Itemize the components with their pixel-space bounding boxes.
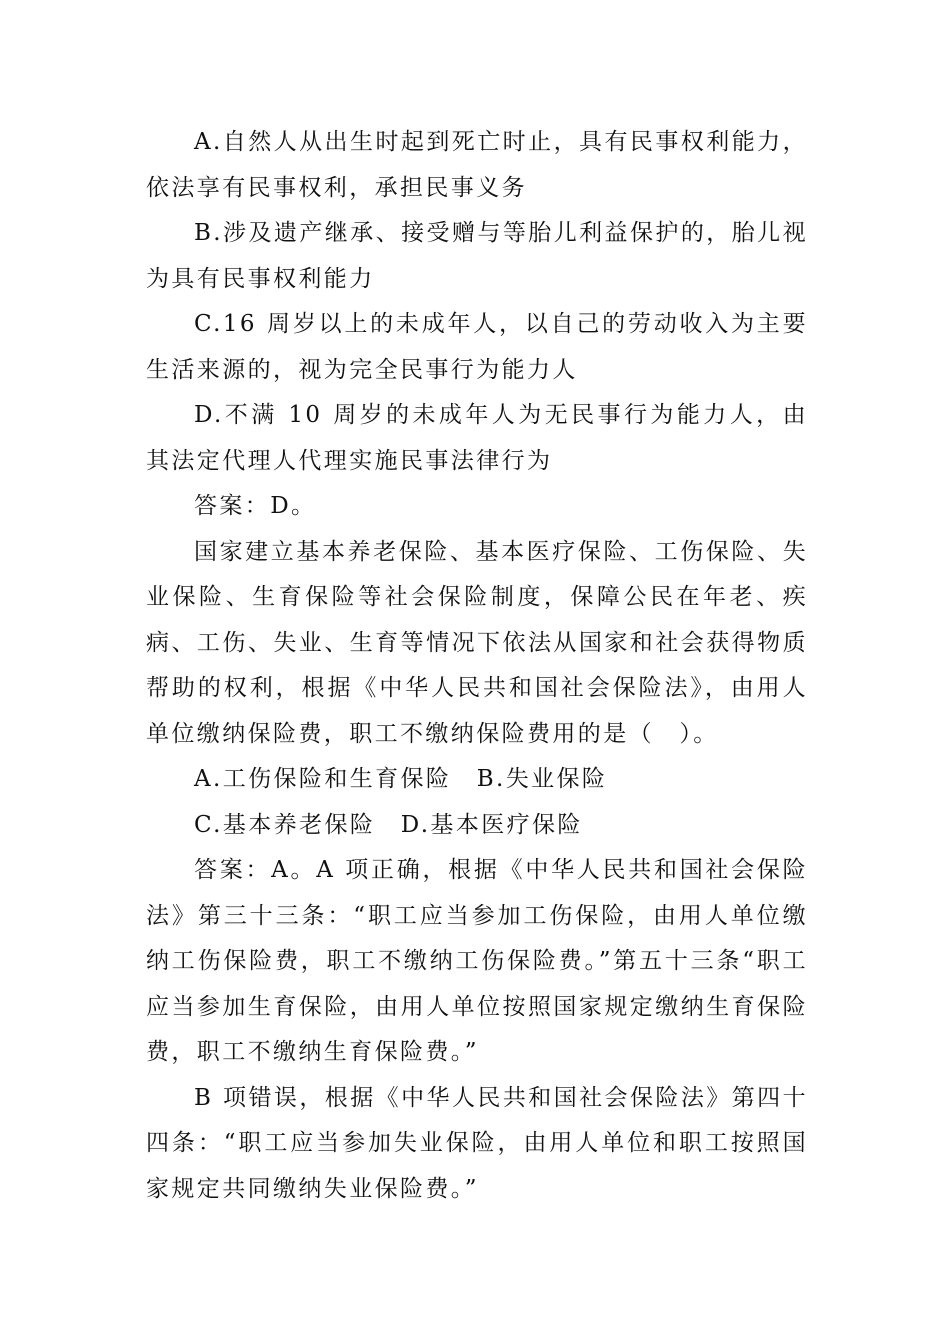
document-body: [146, 120, 808, 1212]
option-c-text: C.16 周岁以上的未成年人，以自己的劳动收入为主要生活来源的，视为完全民事行为能力人: [146, 311, 808, 383]
question-2-text: 国家建立基本养老保险、基本医疗保险、工伤保险、失业保险、生育保险等社会保险制度，保障公民在年老、疾病、工伤、失业、生育等情况下依法从国家和社会获得物质帮助的权利，根据《中华人民共和国社会保险法》，由用人单位缴纳保险费，职工不缴纳保险费用的是（ ）。: [146, 538, 808, 747]
question-2-options-row-2: C.基本养老保险 D.基本医疗保险: [194, 811, 583, 838]
answer-2-text: 答案：A。A 项正确，根据《中华人民共和国社会保险法》第三十三条：“职工应当参加工伤保险，由用人单位缴纳工伤保险费，职工不缴纳工伤保险费。”第五十三条“职工应当参加生育保险，由用人单位按照国家规定缴纳生育保险费，职工不缴纳生育保险费。”: [146, 857, 808, 1065]
option-d-text: D.不满 10 周岁的未成年人为无民事行为能力人，由其法定代理人代理实施民事法律行为: [146, 402, 808, 474]
explanation-b-text: B 项错误，根据《中华人民共和国社会保险法》第四十四条：“职工应当参加失业保险，由用人单位和职工按照国家规定共同缴纳失业保险费。”: [146, 1084, 808, 1202]
option-a-text: A.自然人从出生时起到死亡时止，具有民事权利能力，依法享有民事权利，承担民事义务: [146, 129, 808, 201]
answer-1-text: 答案：D。: [194, 493, 317, 519]
option-b-text: B.涉及遗产继承、接受赠与等胎儿利益保护的，胎儿视为具有民事权利能力: [146, 220, 808, 292]
question-2-options-row-1: A.工伤保险和生育保险 B.失业保险: [194, 766, 608, 792]
